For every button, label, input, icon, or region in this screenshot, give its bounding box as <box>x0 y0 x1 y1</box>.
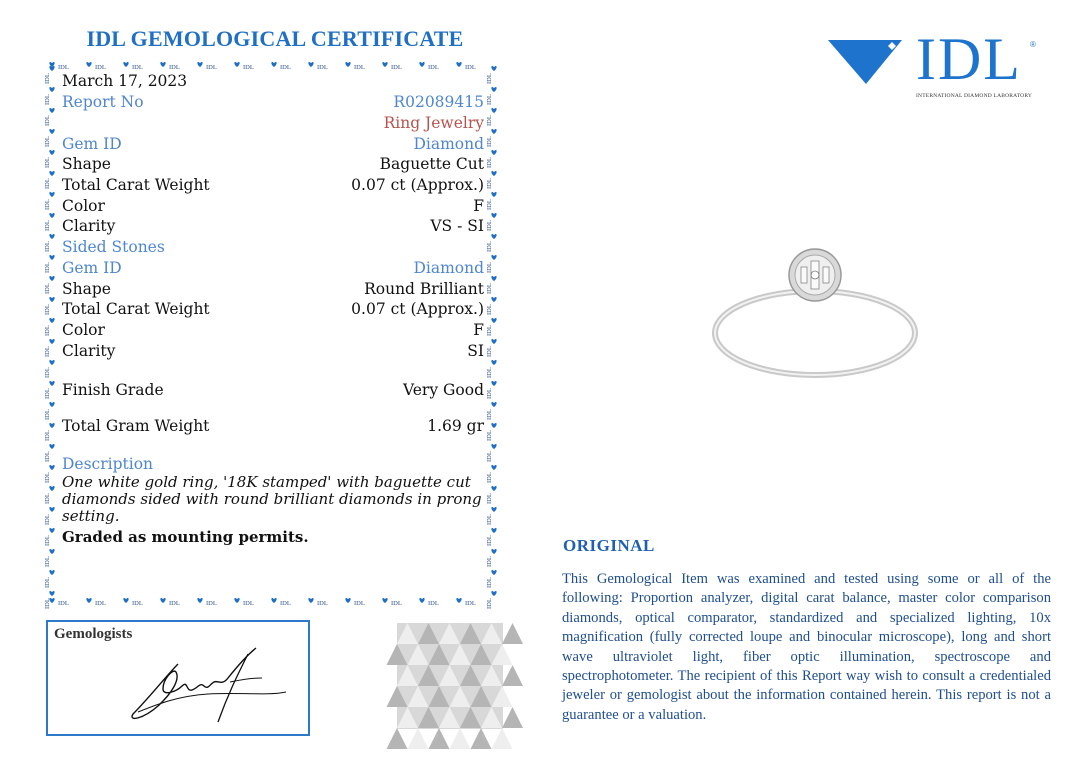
description-label: Description <box>62 455 154 473</box>
svg-text:IDL: IDL <box>243 64 254 71</box>
svg-text:IDL: IDL <box>486 535 493 546</box>
logo-subtitle: INTERNATIONAL DIAMOND LABORATORY <box>916 93 1033 99</box>
main-clarity-row <box>62 215 484 237</box>
svg-text:IDL: IDL <box>486 472 493 483</box>
svg-text:IDL: IDL <box>44 157 51 168</box>
svg-text:IDL: IDL <box>132 64 143 71</box>
main-color-row <box>62 195 484 217</box>
gram-label: Total Gram Weight <box>62 417 210 435</box>
svg-text:IDL: IDL <box>465 64 476 71</box>
shape-label: Shape <box>62 155 111 173</box>
svg-text:IDL: IDL <box>428 64 439 71</box>
shape-value: Baguette Cut <box>379 155 484 173</box>
svg-text:IDL: IDL <box>44 598 51 609</box>
svg-text:IDL: IDL <box>486 157 493 168</box>
sided-shape-row <box>62 278 484 300</box>
registered-mark: ® <box>1030 40 1036 49</box>
svg-text:IDL: IDL <box>486 136 493 147</box>
color-label: Color <box>62 197 105 215</box>
svg-text:IDL: IDL <box>486 94 493 105</box>
svg-text:IDL: IDL <box>58 600 69 607</box>
shape-value: Round Brilliant <box>364 280 484 298</box>
svg-text:IDL: IDL <box>44 577 51 588</box>
description-heading-row <box>62 453 484 475</box>
svg-text:IDL: IDL <box>428 600 439 607</box>
weight-label: Total Carat Weight <box>62 300 210 318</box>
svg-text:IDL: IDL <box>354 600 365 607</box>
svg-text:IDL: IDL <box>486 598 493 609</box>
certificate-title: IDL GEMOLOGICAL CERTIFICATE <box>86 26 464 51</box>
signature-image <box>118 634 298 734</box>
svg-text:IDL: IDL <box>44 73 51 84</box>
svg-text:IDL: IDL <box>44 178 51 189</box>
svg-text:IDL: IDL <box>280 64 291 71</box>
svg-text:IDL: IDL <box>486 430 493 441</box>
weight-label: Total Carat Weight <box>62 176 210 194</box>
svg-text:IDL: IDL <box>44 388 51 399</box>
svg-text:IDL: IDL <box>44 367 51 378</box>
date-row <box>62 70 484 92</box>
svg-text:IDL: IDL <box>486 283 493 294</box>
clarity-label: Clarity <box>62 217 116 235</box>
graded-note: Graded as mounting permits. <box>62 528 309 546</box>
svg-text:IDL: IDL <box>44 136 51 147</box>
sided-color-row <box>62 319 484 341</box>
finish-grade-row <box>62 379 484 401</box>
svg-text:IDL: IDL <box>44 430 51 441</box>
weight-value: 0.07 ct (Approx.) <box>351 300 484 318</box>
svg-text:IDL: IDL <box>486 115 493 126</box>
color-value: F <box>473 321 484 339</box>
certificate-date: March 17, 2023 <box>62 72 188 90</box>
svg-text:IDL: IDL <box>44 451 51 462</box>
svg-text:IDL: IDL <box>44 220 51 231</box>
sided-clarity-row <box>62 340 484 362</box>
report-number: R02089415 <box>393 93 484 111</box>
gemologists-label: Gemologists <box>54 626 133 642</box>
svg-text:IDL: IDL <box>95 64 106 71</box>
sided-weight-row <box>62 298 484 320</box>
clarity-value: SI <box>467 342 484 360</box>
certificate-border-bottom <box>48 596 500 608</box>
finish-value: Very Good <box>402 381 484 399</box>
original-heading: ORIGINAL <box>563 536 655 555</box>
svg-text:IDL: IDL <box>95 600 106 607</box>
svg-text:IDL: IDL <box>44 94 51 105</box>
main-weight-row <box>62 174 484 196</box>
clarity-label: Clarity <box>62 342 116 360</box>
original-paragraph: This Gemological Item was examined and tested using some or all of the following: Proportion analyzer, digital carat balance, master color comparison diamonds, optical comparator, standardized and specialized lighting, 10x magnification (fully corrected loupe and binocular microscope), long and short wave ultraviolet light, fiber optic illumination, spectroscope and spectrophotometer. The recipient of this Report way wish to consult a credentialed jeweler or gemologist about the information contained herein. This report is not a guarantee or a valuation. <box>562 571 1051 723</box>
svg-text:IDL: IDL <box>486 262 493 273</box>
svg-text:IDL: IDL <box>486 451 493 462</box>
svg-text:IDL: IDL <box>169 64 180 71</box>
svg-text:IDL: IDL <box>44 556 51 567</box>
svg-text:IDL: IDL <box>169 600 180 607</box>
svg-text:IDL: IDL <box>486 409 493 420</box>
svg-text:IDL: IDL <box>354 64 365 71</box>
svg-text:IDL: IDL <box>44 535 51 546</box>
svg-text:IDL: IDL <box>486 178 493 189</box>
idl-logo-text: IDL <box>916 26 1022 92</box>
gemologists-box <box>46 620 310 736</box>
svg-text:IDL: IDL <box>44 304 51 315</box>
svg-text:IDL: IDL <box>206 64 217 71</box>
svg-text:IDL: IDL <box>132 600 143 607</box>
svg-text:IDL: IDL <box>486 514 493 525</box>
main-gem-id-row <box>62 133 484 155</box>
certificate-border-left <box>46 62 58 610</box>
color-value: F <box>473 197 484 215</box>
clarity-value: VS - SI <box>430 217 484 235</box>
svg-text:IDL: IDL <box>486 388 493 399</box>
svg-text:IDL: IDL <box>44 472 51 483</box>
svg-text:IDL: IDL <box>486 304 493 315</box>
gram-value: 1.69 gr <box>427 417 484 435</box>
hologram-seal <box>397 623 503 729</box>
weight-value: 0.07 ct (Approx.) <box>351 176 484 194</box>
svg-text:IDL: IDL <box>44 493 51 504</box>
finish-label: Finish Grade <box>62 381 164 399</box>
svg-text:IDL: IDL <box>391 600 402 607</box>
color-label: Color <box>62 321 105 339</box>
svg-text:IDL: IDL <box>486 577 493 588</box>
svg-text:IDL: IDL <box>486 241 493 252</box>
svg-text:IDL: IDL <box>465 600 476 607</box>
svg-text:IDL: IDL <box>486 556 493 567</box>
svg-text:IDL: IDL <box>486 199 493 210</box>
svg-text:IDL: IDL <box>486 325 493 336</box>
svg-text:IDL: IDL <box>44 325 51 336</box>
svg-text:IDL: IDL <box>486 493 493 504</box>
svg-text:IDL: IDL <box>44 283 51 294</box>
svg-text:IDL: IDL <box>486 346 493 357</box>
shape-label: Shape <box>62 280 111 298</box>
item-type: Ring Jewelry <box>383 114 484 132</box>
svg-text:IDL: IDL <box>243 600 254 607</box>
svg-text:IDL: IDL <box>44 262 51 273</box>
sided-stones-heading: Sided Stones <box>62 238 165 256</box>
svg-text:IDL: IDL <box>486 367 493 378</box>
svg-text:IDL: IDL <box>44 199 51 210</box>
svg-text:IDL: IDL <box>317 64 328 71</box>
svg-text:IDL: IDL <box>317 600 328 607</box>
svg-text:IDL: IDL <box>44 115 51 126</box>
svg-text:IDL: IDL <box>44 409 51 420</box>
svg-text:IDL: IDL <box>58 64 69 71</box>
item-type-row <box>62 112 484 134</box>
svg-text:IDL: IDL <box>486 73 493 84</box>
gram-weight-row <box>62 415 484 437</box>
ring-photo <box>700 225 930 395</box>
svg-text:IDL: IDL <box>280 600 291 607</box>
main-shape-row <box>62 153 484 175</box>
svg-text:IDL: IDL <box>486 220 493 231</box>
gem-id-label: Gem ID <box>62 259 122 277</box>
svg-text:IDL: IDL <box>44 241 51 252</box>
report-label: Report No <box>62 93 144 111</box>
report-row <box>62 91 484 113</box>
sided-stones-row <box>62 236 484 258</box>
gem-id-value: Diamond <box>413 135 484 153</box>
svg-text:IDL: IDL <box>44 346 51 357</box>
gem-id-value: Diamond <box>413 259 484 277</box>
gem-id-label: Gem ID <box>62 135 122 153</box>
description-text: One white gold ring, '18K stamped' with baguette cut diamonds sided with round brilliant diamonds in prong setting. <box>62 473 482 525</box>
sided-gem-id-row <box>62 257 484 279</box>
svg-text:IDL: IDL <box>206 600 217 607</box>
svg-text:IDL: IDL <box>44 514 51 525</box>
svg-text:IDL: IDL <box>391 64 402 71</box>
certificate-border-right <box>488 62 500 610</box>
